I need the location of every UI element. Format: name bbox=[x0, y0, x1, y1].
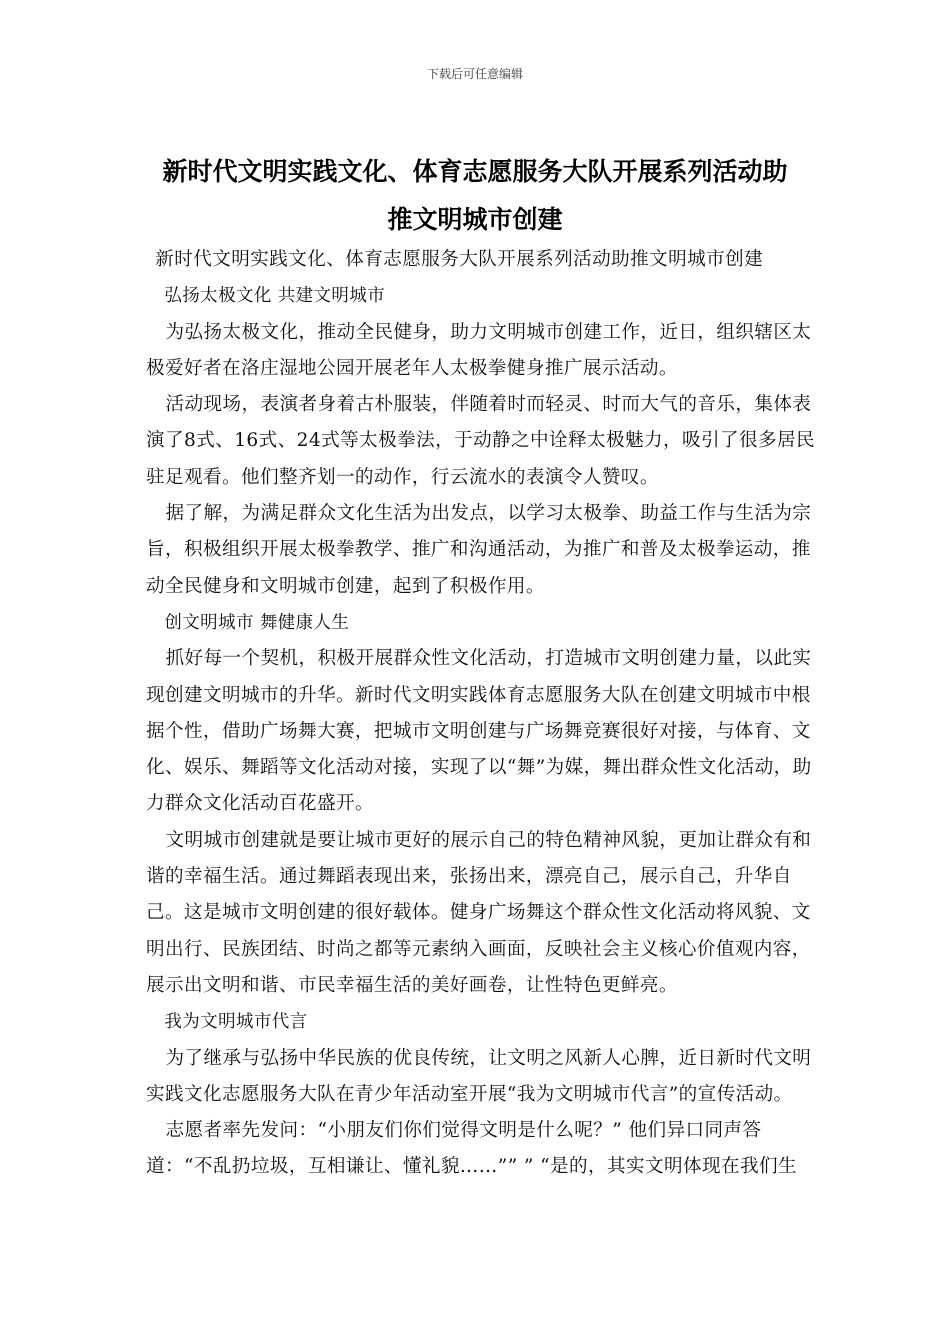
body-paragraph: 抓好每一个契机，积极开展群众性文化活动，打造城市文明创建力量，以此实现创建文明城市的升华。新时代文明实践体育志愿服务大队在创建文明城市中根据个性，借助广场舞大赛，把城市文明创建与广场舞竞赛很好对接，与体育、文化、娱乐、舞蹈等文化活动对接，实现了以“舞”为媒，舞出群众性文化活动，助力群众文化活动百花盛开。 bbox=[146, 648, 812, 815]
body-paragraph: 为了继承与弘扬中华民族的优良传统，让文明之风新人心脾，近日新时代文明实践文化志愿服务大队在青少年活动室开展“我为文明城市代言”的宣传活动。 bbox=[146, 1047, 812, 1105]
section-heading-spokesperson: 我为文明城市代言 bbox=[164, 1012, 308, 1033]
body-paragraph: 为弘扬太极文化，推动全民健身，助力文明城市创建工作，近日，组织辖区太极爱好者在洛庄湿地公园开展老年人太极拳健身推广展示活动。 bbox=[146, 321, 812, 379]
document-title bbox=[130, 148, 820, 244]
subtitle-paragraph: 新时代文明实践文化、体育志愿服务大队开展系列活动助推文明城市创建 bbox=[155, 249, 764, 270]
section-heading-taiji: 弘扬太极文化 共建文明城市 bbox=[164, 286, 386, 307]
body-paragraph: 据了解，为满足群众文化生活为出发点，以学习太极拳、助益工作与生活为宗旨，积极组织开展太极拳教学、推广和沟通活动，为推广和普及太极拳运动，推动全民健身和文明城市创建，起到了积极作用。 bbox=[146, 503, 812, 597]
section-heading-dance: 创文明城市 舞健康人生 bbox=[164, 612, 350, 633]
body-paragraph: 志愿者率先发问：“小朋友们你们觉得文明是什么呢？” 他们异口同声答道：“不乱扔垃圾，互相谦让、懂礼貌……”” ” “是的，其实文明体现在我们生 bbox=[146, 1120, 797, 1178]
body-paragraph: 活动现场，表演者身着古朴服装，伴随着时而轻灵、时而大气的音乐，集体表演了8式、16式、24式等太极拳法，于动静之中诠释太极魅力，吸引了很多居民驻足观看。他们整齐划一的动作，行云流水的表演令人赞叹。 bbox=[146, 394, 815, 488]
document-body bbox=[146, 242, 818, 1186]
page-header-note: 下载后可任意编辑 bbox=[426, 67, 523, 81]
body-paragraph: 文明城市创建就是要让城市更好的展示自己的特色精神风貌，更加让群众有和谐的幸福生活。通过舞蹈表现出来，张扬出来，漂亮自己，展示自己，升华自己。这是城市文明创建的很好载体。健身广场舞这个群众性文化活动将风貌、文明出行、民族团结、时尚之都等元素纳入画面，反映社会主义核心价值观内容，展示出文明和谐、市民幸福生活的美好画卷，让性特色更鲜亮。 bbox=[146, 829, 812, 996]
title-line-1: 新时代文明实践文化、体育志愿服务大队开展系列活动助 bbox=[162, 157, 788, 186]
title-line-2: 推文明城市创建 bbox=[387, 205, 563, 234]
